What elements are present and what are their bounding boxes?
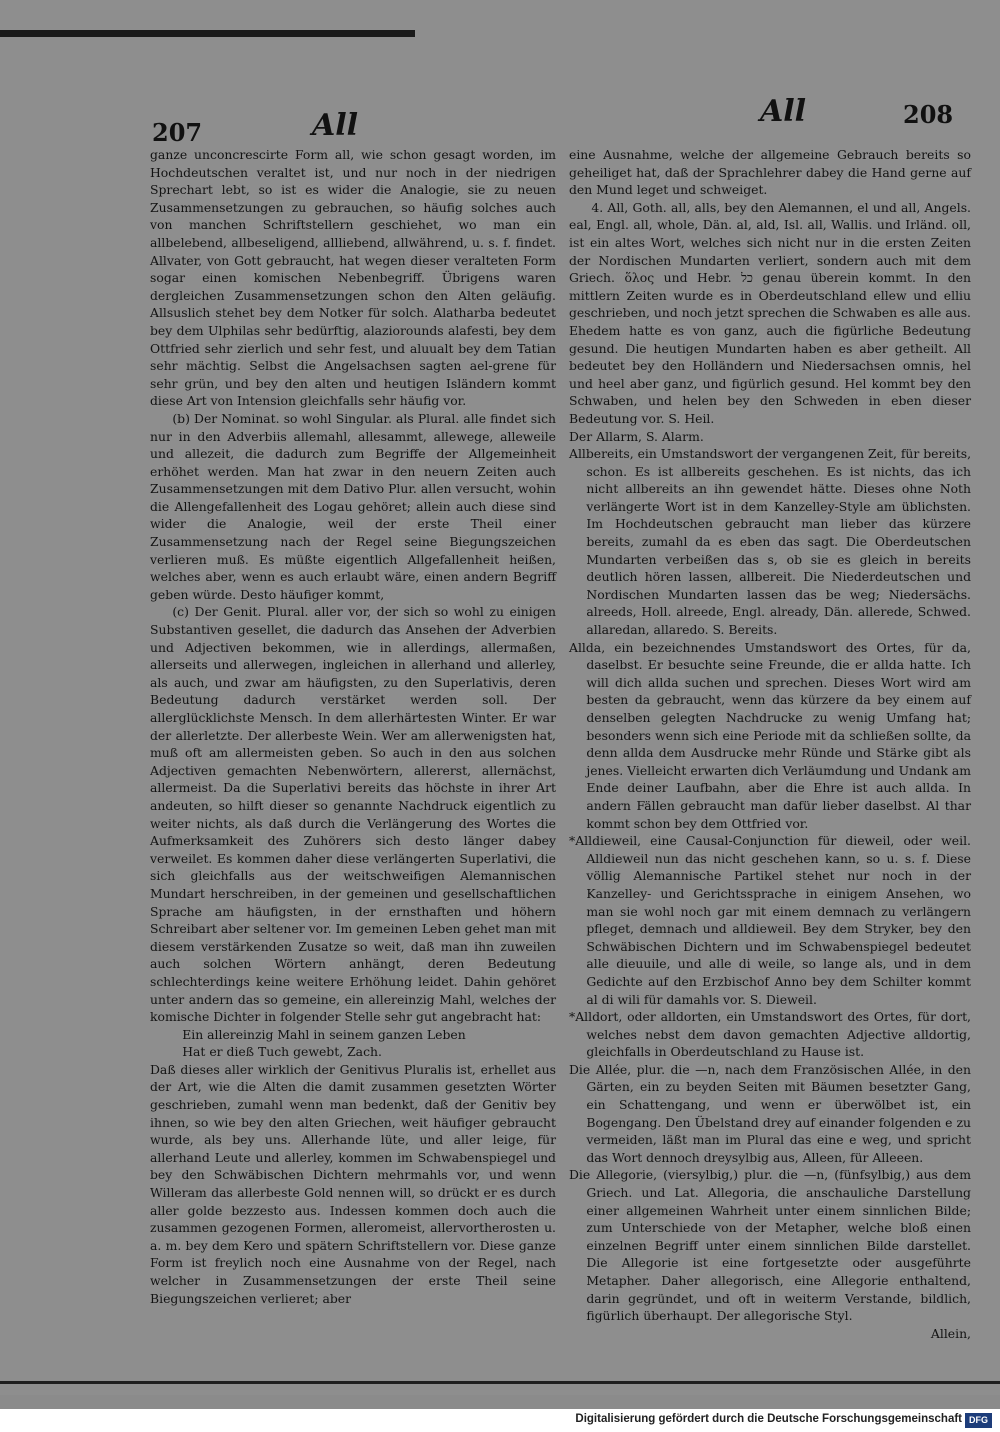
paragraph: ganze unconcrescirte Form all, wie schon gesagt worden, im Hochdeutschen veraltet ist, und nur noch in der niedrigen Sprechart lebt, so ist es wider die Analogie, sie zu neuen Zusammensetzungen zu gebrauchen, so häufig solches auch von manchen Schriftstellern geschiehet, wo man ein allbelebend, allbeseligend, allliebend, allwährend, u. s. f. findet. Allvater, von Gott gebraucht, hat wegen dieser veralteten Form sogar einen komischen Nebenbegriff. Übrigens waren dergleichen Zusammensetzungen schon den Alten geläufig. Allsuslich stehet bey dem Notker für solch. Alatharba bedeutet bey dem Ulphilas sehr bedürftig, alaziorounds alafesti, bey dem Ottfried sehr zierlich und sehr fest, und aluualt bey dem Tatian sehr mächtig. Selbst die Angelsachsen sagten ael-grene für sehr grün, und bey den alten und heutigen Isländern kommt diese Art von Intension gleichfalls sehr häufig vor.: [150, 147, 556, 409]
left-page-number: 207: [152, 118, 203, 147]
left-running-head: All: [312, 108, 359, 143]
right-running-head: All: [760, 94, 807, 129]
paragraph: eine Ausnahme, welche der allgemeine Gebrauch bereits so geheiliget hat, daß der Sprachlehrer dabey die Hand gerne auf den Mund leget und schweiget.: [569, 147, 971, 198]
dictionary-entry: *Alldieweil, eine Causal-Conjunction für dieweil, oder weil. Alldieweil nun das nicht geschehen kann, so u. s. f. Diese völlig Alemannische Partikel stehet nur noch in der Kanzelley- und Gerichtssprache in einigem Ansehen, wo man sie wohl noch gar mit einem demnach zu verlängern pfleget, demnach und alldieweil. Bey dem Stryker, bey den Schwäbischen Dichtern und im Schwabenspiegel bedeutet alle dieuuile, und alle di weile, so lange als, und in dem Gedichte auf den Erzbischof Anno bey dem Schilter kommt al di wili für damahls vor. S. Dieweil.: [569, 833, 971, 1007]
dictionary-entry: Der Allarm, S. Alarm.: [569, 428, 704, 444]
dictionary-entry: Allda, ein bezeichnendes Umstandswort des Ortes, für da, daselbst. Er besuchte seine Freunde, die er allda hatte. Ich will dich allda suchen und sprechen. Dieses Wort wird am besten da gebraucht, wenn das kürzere da bey einem auf denselben gelegten Nachdrucke zu wenig Umfang hat; besonders wenn sich eine Periode mit da schließen sollte, da denn allda dem Ausdrucke mehr Ründe und Stärke gibt als jenes. Vielleicht erwarten dich Verläumdung und Undank am Ende deiner Laufbahn, aber die Ehre ist auch allda. In andern Fällen gebraucht man dafür lieber daselbst. Al thar kommt schon bey dem Ottfried vor.: [569, 639, 971, 831]
left-text-column: [150, 146, 556, 1307]
dictionary-entry: Die Allée, plur. die —n, nach dem Französischen Allée, in den Gärten, ein zu beyden Seiten mit Bäumen besetzter Gang, ein Schattengang, und wenn er überwölbet ist, ein Bogengang. Den Übelstand drey auf einander folgenden e zu vermeiden, läßt man im Plural das eine e weg, und spricht das Wort dennoch dreysylbig aus, Alleen, für Alleeen.: [569, 1061, 971, 1165]
paragraph: 4. All, Goth. all, alls, bey den Alemannen, el und all, Angels. eal, Engl. all, whole, Dän. al, ald, Isl. all, Wallis. und Irländ. oll, ist ein altes Wort, welches sich nicht nur in die ersten Zeiten der Nordischen Mundarten verliert, sondern auch mit dem Griech. ὅλος und Hebr. כל genau überein kommt. In den mittlern Zeiten wurde es in Oberdeutschland ellew und elliu geschrieben, und noch jetzt sprechen die Schwaben es alle aus. Ehedem hatte es von ganz, auch die figürliche Bedeutung gesund. Die heutigen Mundarten haben es aber getheilt. All bedeutet bey den Holländern und Niedersachsen omnis, hel und heel aber ganz, und figürlich gesund. Hel kommt bey den Schwaben, und helen bey den Schweden in eben dieser Bedeutung vor. S. Heil.: [569, 199, 971, 426]
top-border-rule: [0, 30, 415, 37]
dictionary-entry: Allbereits, ein Umstandswort der vergangenen Zeit, für bereits, schon. Es ist allbereits geschehen. Es ist nichts, das ich nicht allbereits an ihn gewendet hätte. Dieses ohne Noth verlängerte Wort ist in dem Kanzelley-Style am üblichsten. Im Hochdeutschen gebraucht man lieber das kürzere bereits, zumahl da es eben das sagt. Die Oberdeutschen Mundarten verbeißen das s, ob sie es gleich in bereits deutlich hören lassen, allbereit. Die Niederdeutschen und Nordischen Mundarten lassen das be weg; Niedersächs. alreeds, Holl. alreede, Engl. already, Dän. allerede, Schwed. allaredan, allaredo. S. Bereits.: [569, 446, 972, 638]
paragraph: (c) Der Genit. Plural. aller vor, der sich so wohl zu einigen Substantiven gesellet, die dadurch das Ansehen der Adverbien und Adjectiven bekommen, wie in allerdings, allermaßen, allerseits und allerwegen, ingleichen in allerhand und allerley, als auch, und zwar am häufigsten, zu den Superlativis, deren Bedeutung dadurch verstärket werden soll. Der allerglücklichste Mensch. In dem allerhärtesten Winter. Er war der allerletzte. Der allerbeste Wein. Wer am allerwenigsten hat, muß oft am allermeisten geben. So auch in den aus solchen Adjectiven gemachten Nebenwörtern, allererst, allernächst, allermeist. Da die Superlativi bereits das höchste in ihrer Art andeuten, so hilft dieser so genannte Nachdruck eigentlich zu weiter nichts, als daß durch die Verlängerung des Wortes die Aufmerksamkeit des Zuhörers sich desto länger dabey verweilet. Es kommen daher diese verlängerten Superlativi, die sich gleichfalls aus der weitschweifigen Alemannischen Mundart herschreiben, in der gemeinen und gesellschaftlichen Sprache am häufigsten, in der ernsthaften und höhern Schreibart aber seltener vor. Im gemeinen Leben gehet man mit diesem verstärkenden Zusatze so weit, daß man ihn zuweilen auch solchen Wörtern anhängt, deren Bedeutung schlechterdings keine weitere Erhöhung leidet. Dahin gehöret unter andern das so gemeine, ein allereinzig Mahl, welches der komische Dichter in folgender Stelle sehr gut angebracht hat:: [150, 604, 556, 1025]
paragraph: Daß dieses aller wirklich der Genitivus Pluralis ist, erhellet aus der Art, wie die Alten die damit zusammen gesetzten Wörter geschrieben, zumahl wenn man bedenkt, daß der Genitiv bey ihnen, so wie bey den alten Griechen, weit häufiger gebraucht wurde, als bey uns. Allerhande lüte, und aller leige, für allerhand Leute und allerley, kommen im Schwabenspiegel und bey den Schwäbischen Dichtern mehrmahls vor, und wenn Willeram das allerbeste Gold nennen will, so drückt er es durch aller golde bezzesto aus. Indessen kommen doch auch die zusammen gezogenen Formen, alleromeist, allervortherosten u. a. m. bey dem Kero und spätern Schriftstellern vor. Diese ganze Form ist freylich noch eine Ausnahme von der Regel, nach welcher in Zusammensetzungen der erste Theil seine Biegungszeichen verlieret; aber: [150, 1061, 556, 1306]
dfg-logo: DFG: [965, 1413, 992, 1428]
paragraph: (b) Der Nominat. so wohl Singular. als Plural. alle findet sich nur in den Adverbiis allemahl, allesammt, allewege, alleweile und allezeit, die dadurch zum Begriffe der Allgemeinheit erhöhet werden. Man hat zwar in den neuern Zeiten auch Zusammensetzungen mit dem Dativo Plur. allen versucht, wohin die Allengefallenheit des Logau gehöret; allein auch diese sind wider die Analogie, weil der erste Theil einer Zusammensetzung nach der Regel seine Biegungszeichen verlieren muß. Es müßte eigentlich Allgefallenheit heißen, welches aber, wenn es auch erlaubt wäre, einen andern Begriff geben würde. Desto häufiger kommt,: [150, 410, 556, 602]
right-text-column: [569, 146, 971, 1342]
verse-line: Ein allereinzig Mahl in seinem ganzen Leben: [182, 1026, 466, 1042]
footer-bar: [0, 1409, 1000, 1432]
right-page-number: 208: [903, 100, 954, 129]
dictionary-entry: *Alldort, oder alldorten, ein Umstandswort des Ortes, für dort, welches nebst dem davon gemachten Adjective alldortig, gleichfalls in Oberdeutschland zu Hause ist.: [569, 1009, 971, 1060]
catchword: Allein,: [930, 1325, 971, 1341]
bottom-border-rule: [0, 1381, 1000, 1384]
dictionary-entry: Die Allegorie, (viersylbig,) plur. die —n, (fünfsylbig,) aus dem Griech. und Lat. Allegoria, die anschauliche Darstellung einer allgemeinen Wahrheit unter einem sinnlichen Bilde; zum Unterschiede von der Metapher, welche bloß einen einzelnen Begriff unter einem sinnlichen Bilde darstellet. Die Allegorie ist eine fortgesetzte oder ausgeführte Metapher. Daher allegorisch, eine Allegorie enthaltend, darin gegründet, und oft in weiterm Verstande, bildlich, figürlich überhaupt. Der allegorische Styl.: [569, 1167, 971, 1324]
verse-line: Hat er dieß Tuch gewebt, Zach.: [182, 1044, 382, 1060]
funding-credit: Digitalisierung gefördert durch die Deutsche Forschungsgemeinschaft: [575, 1413, 962, 1425]
